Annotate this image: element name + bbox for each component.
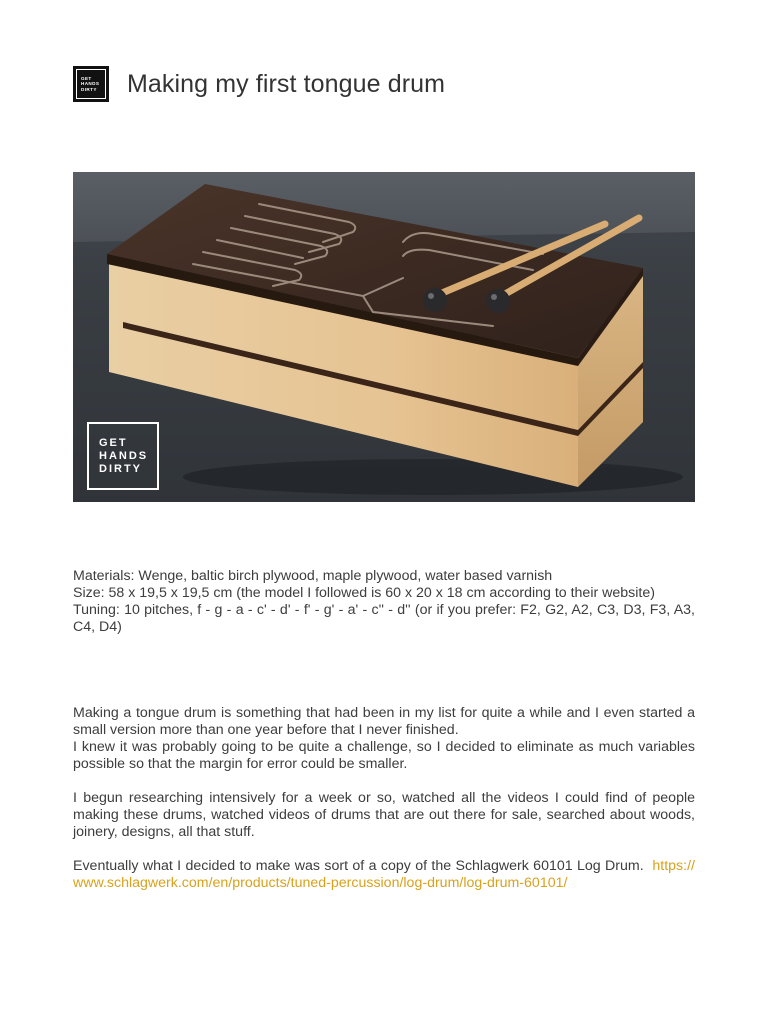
page-header [73, 65, 445, 103]
get-hands-dirty-logo [73, 66, 109, 102]
paragraph-research: I begun researching intensively for a week or so, watched all the videos I could find of people making these drums, watched videos of drums that are out there for sale, searched about woods, joinery, designs, all that stuff. [73, 790, 695, 840]
photo-watermark-logo [87, 422, 159, 490]
tuning-text: Tuning: 10 pitches, f - g - a - c' - d' - f' - g' - a' - c'' - d'' (or if you prefer: F2, G2, A2, C3, D3, F3, A3, C4, D4) [73, 602, 695, 635]
logo-line-2: HANDS [81, 81, 100, 87]
tongue-drum-illustration [73, 172, 695, 502]
paragraph-challenge: I knew it was probably going to be quite a challenge, so I decided to eliminate as much variables possible so that the margin for error could be smaller. [73, 739, 695, 772]
logo-line-3: DIRTY [81, 86, 97, 92]
schlagwerk-link[interactable]: https://www.schlagwerk.com/en/products/tuned-percussion/log-drum/log-drum-60101/ [73, 858, 695, 891]
article-body [73, 705, 695, 892]
paragraph-intro: Making a tongue drum is something that had been in my list for quite a while and I even started a small version more than one year before that I never finished. [73, 705, 695, 738]
size-text: Size: 58 x 19,5 x 19,5 cm (the model I followed is 60 x 20 x 18 cm according to their website) [73, 585, 655, 601]
paragraph-decision [73, 858, 695, 892]
specs-block [73, 568, 695, 636]
watermark-line-1: GET [99, 436, 128, 449]
logo-line-1: GET [81, 75, 92, 81]
tongue-drum-photo [73, 172, 695, 502]
materials-text: Materials: Wenge, baltic birch plywood, maple plywood, water based varnish [73, 568, 553, 584]
page-title: Making my first tongue drum [127, 69, 446, 98]
watermark-line-2: HANDS [99, 449, 149, 462]
watermark-line-3: DIRTY [99, 462, 142, 475]
decision-text: Eventually what I decided to make was sort of a copy of the Schlagwerk 60101 Log Drum. [73, 858, 644, 874]
